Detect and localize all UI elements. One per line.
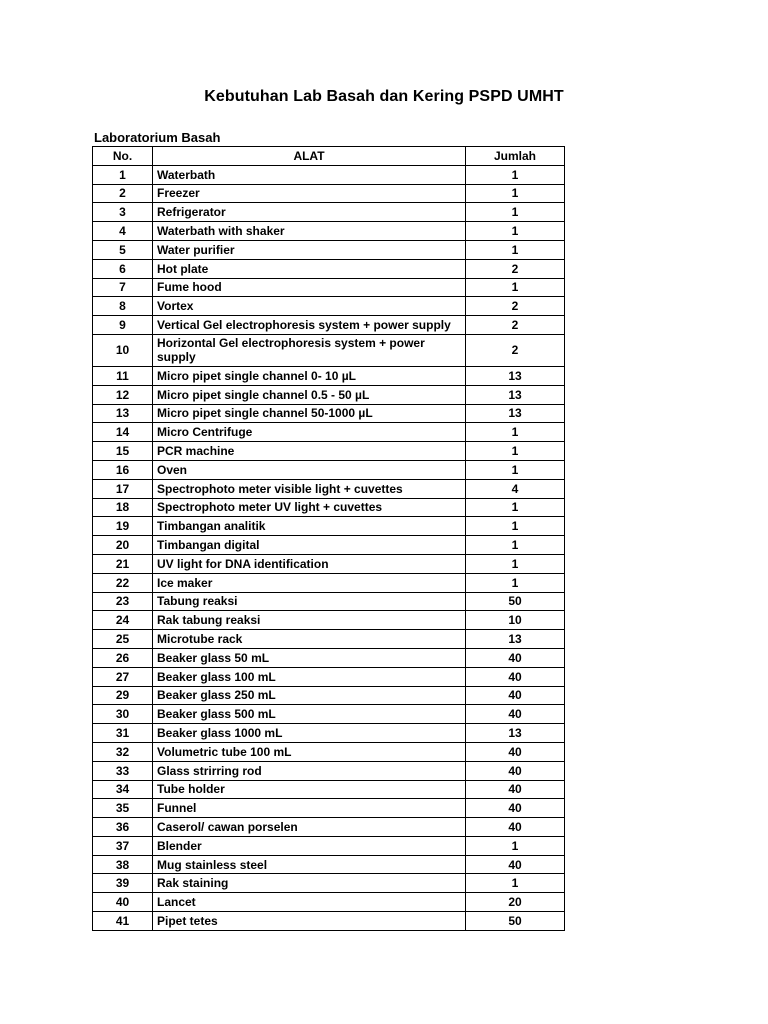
row-quantity: 1 xyxy=(466,874,565,893)
row-equipment-name: Oven xyxy=(153,460,466,479)
table-body xyxy=(93,165,565,930)
row-equipment-name: Micro pipet single channel 0.5 - 50 µL xyxy=(153,385,466,404)
row-number: 38 xyxy=(93,855,153,874)
table-row xyxy=(93,498,565,517)
row-number: 20 xyxy=(93,536,153,555)
equipment-table xyxy=(92,146,565,931)
row-equipment-name: PCR machine xyxy=(153,442,466,461)
row-quantity: 40 xyxy=(466,686,565,705)
row-number: 24 xyxy=(93,611,153,630)
page-title: Kebutuhan Lab Basah dan Kering PSPD UMHT xyxy=(204,88,564,105)
table-row xyxy=(93,259,565,278)
row-equipment-name: Freezer xyxy=(153,184,466,203)
row-number: 21 xyxy=(93,554,153,573)
row-equipment-name: Refrigerator xyxy=(153,203,466,222)
table-row xyxy=(93,334,565,366)
row-quantity: 2 xyxy=(466,297,565,316)
section-title: Laboratorium Basah xyxy=(94,130,221,145)
row-equipment-name: Pipet tetes xyxy=(153,912,466,931)
row-quantity: 2 xyxy=(466,259,565,278)
row-number: 14 xyxy=(93,423,153,442)
row-number: 37 xyxy=(93,836,153,855)
row-equipment-name: Beaker glass 500 mL xyxy=(153,705,466,724)
row-equipment-name: Timbangan analitik xyxy=(153,517,466,536)
row-number: 31 xyxy=(93,724,153,743)
row-number: 17 xyxy=(93,479,153,498)
row-number: 5 xyxy=(93,240,153,259)
row-equipment-name: Spectrophoto meter UV light + cuvettes xyxy=(153,498,466,517)
row-quantity: 1 xyxy=(466,554,565,573)
row-number: 32 xyxy=(93,742,153,761)
row-quantity: 40 xyxy=(466,761,565,780)
row-equipment-name: Caserol/ cawan porselen xyxy=(153,818,466,837)
table-row xyxy=(93,630,565,649)
table-row xyxy=(93,686,565,705)
row-number: 27 xyxy=(93,667,153,686)
row-quantity: 13 xyxy=(466,366,565,385)
row-equipment-name: Hot plate xyxy=(153,259,466,278)
row-number: 22 xyxy=(93,573,153,592)
table-row xyxy=(93,667,565,686)
table-row xyxy=(93,648,565,667)
table-row xyxy=(93,780,565,799)
row-number: 9 xyxy=(93,316,153,335)
row-equipment-name: Fume hood xyxy=(153,278,466,297)
row-quantity: 50 xyxy=(466,592,565,611)
row-number: 13 xyxy=(93,404,153,423)
row-number: 39 xyxy=(93,874,153,893)
table-row xyxy=(93,316,565,335)
row-quantity: 2 xyxy=(466,334,565,366)
table-row xyxy=(93,893,565,912)
row-number: 3 xyxy=(93,203,153,222)
row-number: 36 xyxy=(93,818,153,837)
row-quantity: 1 xyxy=(466,184,565,203)
row-quantity: 20 xyxy=(466,893,565,912)
table-row xyxy=(93,297,565,316)
row-equipment-name: Rak tabung reaksi xyxy=(153,611,466,630)
row-number: 18 xyxy=(93,498,153,517)
row-quantity: 1 xyxy=(466,517,565,536)
row-number: 4 xyxy=(93,222,153,241)
table-row xyxy=(93,278,565,297)
table-row xyxy=(93,479,565,498)
row-quantity: 1 xyxy=(466,423,565,442)
table-row xyxy=(93,460,565,479)
row-equipment-name: Microtube rack xyxy=(153,630,466,649)
row-equipment-name: Waterbath with shaker xyxy=(153,222,466,241)
row-quantity: 1 xyxy=(466,240,565,259)
table-row xyxy=(93,222,565,241)
header-jumlah: Jumlah xyxy=(466,147,565,166)
table-row xyxy=(93,165,565,184)
row-equipment-name: Tube holder xyxy=(153,780,466,799)
row-equipment-name: Micro pipet single channel 0- 10 µL xyxy=(153,366,466,385)
row-number: 16 xyxy=(93,460,153,479)
row-quantity: 40 xyxy=(466,705,565,724)
row-quantity: 40 xyxy=(466,742,565,761)
table-row xyxy=(93,836,565,855)
table-row xyxy=(93,573,565,592)
row-quantity: 50 xyxy=(466,912,565,931)
table-row xyxy=(93,799,565,818)
row-number: 25 xyxy=(93,630,153,649)
row-number: 1 xyxy=(93,165,153,184)
row-quantity: 1 xyxy=(466,836,565,855)
header-row xyxy=(93,147,565,166)
table-row xyxy=(93,818,565,837)
row-equipment-name: Blender xyxy=(153,836,466,855)
row-quantity: 13 xyxy=(466,385,565,404)
row-number: 40 xyxy=(93,893,153,912)
table-row xyxy=(93,536,565,555)
row-equipment-name: Volumetric tube 100 mL xyxy=(153,742,466,761)
table-header xyxy=(93,147,565,166)
table-row xyxy=(93,592,565,611)
row-number: 12 xyxy=(93,385,153,404)
row-quantity: 1 xyxy=(466,498,565,517)
table-row xyxy=(93,366,565,385)
row-number: 2 xyxy=(93,184,153,203)
row-quantity: 40 xyxy=(466,780,565,799)
row-number: 33 xyxy=(93,761,153,780)
table-row xyxy=(93,423,565,442)
row-quantity: 13 xyxy=(466,630,565,649)
table-row xyxy=(93,855,565,874)
table-row xyxy=(93,912,565,931)
row-number: 35 xyxy=(93,799,153,818)
row-equipment-name: Water purifier xyxy=(153,240,466,259)
row-equipment-name: Beaker glass 250 mL xyxy=(153,686,466,705)
row-equipment-name: Horizontal Gel electrophoresis system + power supply xyxy=(153,334,466,366)
row-quantity: 1 xyxy=(466,460,565,479)
row-number: 7 xyxy=(93,278,153,297)
header-alat: ALAT xyxy=(153,147,466,166)
row-equipment-name: Funnel xyxy=(153,799,466,818)
row-equipment-name: Beaker glass 1000 mL xyxy=(153,724,466,743)
row-quantity: 40 xyxy=(466,667,565,686)
table-row xyxy=(93,517,565,536)
table-row xyxy=(93,442,565,461)
row-number: 23 xyxy=(93,592,153,611)
row-number: 19 xyxy=(93,517,153,536)
row-quantity: 1 xyxy=(466,278,565,297)
row-number: 41 xyxy=(93,912,153,931)
row-number: 29 xyxy=(93,686,153,705)
row-quantity: 13 xyxy=(466,724,565,743)
row-equipment-name: Rak staining xyxy=(153,874,466,893)
table-row xyxy=(93,404,565,423)
row-equipment-name: Tabung reaksi xyxy=(153,592,466,611)
row-quantity: 1 xyxy=(466,442,565,461)
row-number: 34 xyxy=(93,780,153,799)
table-row xyxy=(93,761,565,780)
table-row xyxy=(93,705,565,724)
row-equipment-name: Lancet xyxy=(153,893,466,912)
row-number: 10 xyxy=(93,334,153,366)
row-quantity: 4 xyxy=(466,479,565,498)
row-equipment-name: Ice maker xyxy=(153,573,466,592)
row-equipment-name: Vertical Gel electrophoresis system + power supply xyxy=(153,316,466,335)
row-number: 8 xyxy=(93,297,153,316)
row-equipment-name: Timbangan digital xyxy=(153,536,466,555)
row-equipment-name: Vortex xyxy=(153,297,466,316)
row-quantity: 10 xyxy=(466,611,565,630)
row-number: 15 xyxy=(93,442,153,461)
row-equipment-name: Beaker glass 50 mL xyxy=(153,648,466,667)
table-row xyxy=(93,184,565,203)
table-row xyxy=(93,203,565,222)
row-number: 30 xyxy=(93,705,153,724)
row-equipment-name: Waterbath xyxy=(153,165,466,184)
row-quantity: 1 xyxy=(466,573,565,592)
row-quantity: 40 xyxy=(466,855,565,874)
row-quantity: 1 xyxy=(466,165,565,184)
row-number: 11 xyxy=(93,366,153,385)
table-row xyxy=(93,611,565,630)
row-equipment-name: Micro Centrifuge xyxy=(153,423,466,442)
row-equipment-name: UV light for DNA identification xyxy=(153,554,466,573)
row-number: 6 xyxy=(93,259,153,278)
table-row xyxy=(93,385,565,404)
row-quantity: 1 xyxy=(466,203,565,222)
table-row xyxy=(93,742,565,761)
header-no: No. xyxy=(93,147,153,166)
row-quantity: 40 xyxy=(466,648,565,667)
row-equipment-name: Beaker glass 100 mL xyxy=(153,667,466,686)
row-number: 26 xyxy=(93,648,153,667)
row-equipment-name: Glass strirring rod xyxy=(153,761,466,780)
table-row xyxy=(93,554,565,573)
row-quantity: 1 xyxy=(466,536,565,555)
row-equipment-name: Mug stainless steel xyxy=(153,855,466,874)
row-quantity: 1 xyxy=(466,222,565,241)
table-row xyxy=(93,240,565,259)
table-row xyxy=(93,874,565,893)
row-quantity: 40 xyxy=(466,799,565,818)
row-quantity: 2 xyxy=(466,316,565,335)
row-equipment-name: Micro pipet single channel 50-1000 µL xyxy=(153,404,466,423)
row-equipment-name: Spectrophoto meter visible light + cuvettes xyxy=(153,479,466,498)
row-quantity: 13 xyxy=(466,404,565,423)
table-row xyxy=(93,724,565,743)
row-quantity: 40 xyxy=(466,818,565,837)
